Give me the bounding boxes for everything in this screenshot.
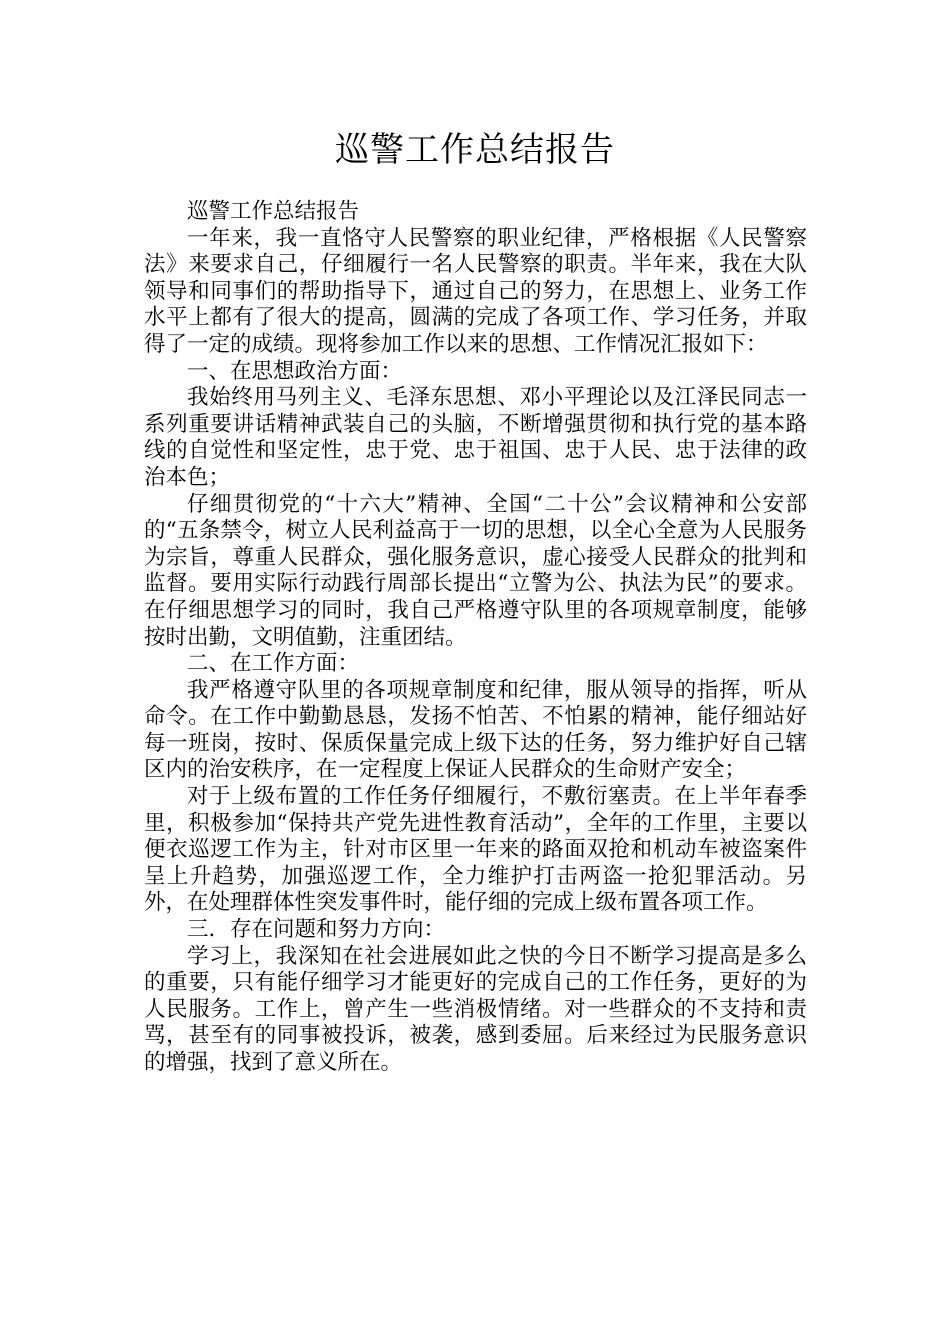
paragraph-work-2: 对于上级布置的工作任务仔细履行，不敷衍塞责。在上半年春季里，积极参加“保持共产党先进性教育活动”，全年的工作里，主要以便衣巡逻工作为主，针对市区里一年来的路面双抢和机动车被盗案件呈上升趋势，加强巡逻工作，全力维护打击两盗一抢犯罪活动。另外，在处理群体性突发事件时，能仔细的完成上级布置各项工作。 [144,784,807,916]
paragraph-work-1: 我严格遵守队里的各项规章制度和纪律，服从领导的指挥，听从命令。在工作中勤勤恳恳，发扬不怕苦、不怕累的精神，能仔细站好每一班岗，按时、保质保量完成上级下达的任务，努力维护好自己辖区内的治安秩序，在一定程度上保证人民群众的生命财产安全； [144,677,807,783]
paragraph-ideology-2: 仔细贯彻党的“十六大”精神、全国“二十公”会议精神和公安部的“五条禁令，树立人民利益高于一切的思想，以全心全意为人民服务为宗旨，尊重人民群众，强化服务意识，虚心接受人民群众的批判和监督。要用实际行动践行周部长提出“立警为公、执法为民”的要求。在仔细思想学习的同时，我自己严格遵守队里的各项规章制度，能够按时出勤，文明值勤，注重团结。 [144,491,807,650]
paragraph-ideology-1: 我始终用马列主义、毛泽东思想、邓小平理论以及江泽民同志一系列重要讲话精神武装自己的头脑，不断增强贯彻和执行党的基本路线的自觉性和坚定性，忠于党、忠于祖国、忠于人民、忠于法律的政治本色； [144,385,807,490]
section-heading-work: 二、在工作方面： [187,651,360,677]
document-title: 巡警工作总结报告 [335,130,615,170]
paragraph-problems: 学习上，我深知在社会进展如此之快的今日不断学习提高是多么的重要，只有能仔细学习才能更好的完成自己的工作任务，更好的为人民服务。工作上，曾产生一些消极情绪。对一些群众的不支持和责骂，甚至有的同事被投诉，被袭，感到委屈。后来经过为民服务意识的增强，找到了意义所在。 [144,943,807,1075]
section-heading-ideology: 一、在思想政治方面： [187,358,403,384]
section-heading-problems: 三．存在问题和努力方向： [187,917,446,943]
paragraph-intro: 一年来，我一直恪守人民警察的职业纪律，严格根据《人民警察法》来要求自己，仔细履行一名人民警察的职责。半年来，我在大队领导和同事们的帮助指导下，通过自己的努力，在思想上、业务工作水平上都有了很大的提高，圆满的完成了各项工作、学习任务，并取得了一定的成绩。现将参加工作以来的思想、工作情况汇报如下： [144,225,807,357]
paragraph-heading-repeat: 巡警工作总结报告 [187,199,360,224]
document-body [144,199,807,1077]
